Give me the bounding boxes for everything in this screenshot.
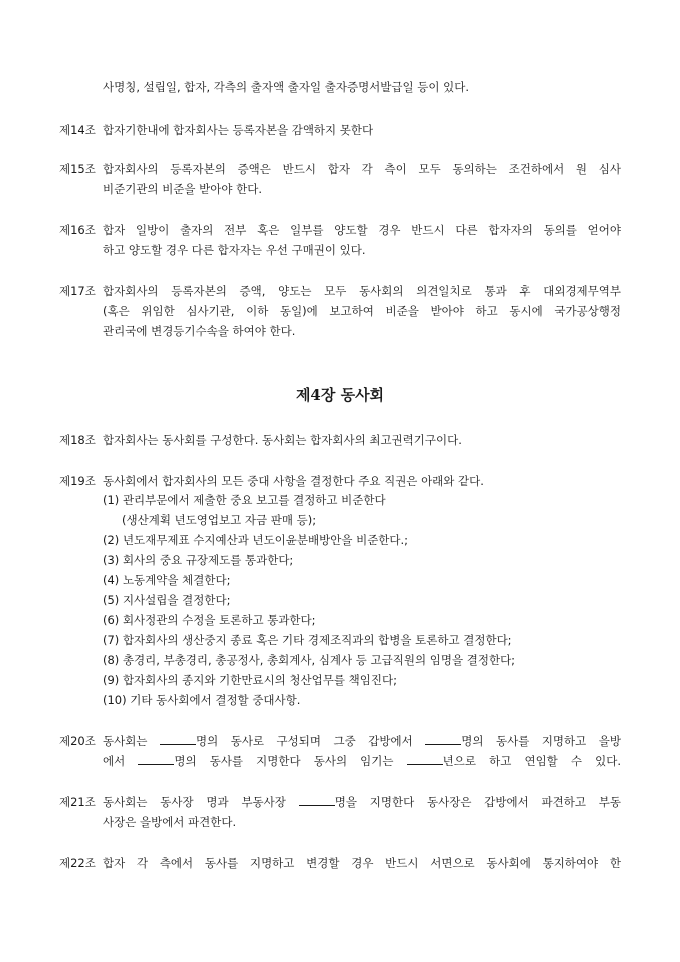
text-run: 명의 동사를 지명한다 동사의 임기는 (174, 754, 394, 768)
text-line: 사명칭, 설립일, 합자, 각측의 출자액 출자일 출자증명서발급일 등이 있다. (103, 80, 470, 94)
article-16-text: 합자 일방이 출자의 전부 혹은 일부를 양도할 경우 반드시 다른 합자자의 동의를 얻어야 (103, 223, 621, 237)
article-18-label: 제18조 (59, 433, 96, 447)
list-item: (10) 기타 동사회에서 결정할 중대사항. (103, 693, 301, 707)
article-22-text: 합자 각 측에서 동사를 지명하고 변경할 경우 반드시 서면으로 동사회에 통지하여야 한 (103, 856, 621, 870)
list-item: (8) 총경리, 부총경리, 총공정사, 총회계사, 심계사 등 고급직원의 임명을 결정한다; (103, 653, 516, 667)
list-item: (4) 노동계약을 체결한다; (103, 573, 231, 587)
blank-field (407, 753, 443, 765)
article-14-text: 합자기한내에 합자회사는 등록자본을 감액하지 못한다 (103, 123, 374, 137)
list-item: (생산계획 년도영업보고 자금 판매 등); (122, 513, 317, 527)
text-run: 명의 동사로 구성되며 그중 갑방에서 (195, 734, 413, 748)
article-16-text: 하고 양도할 경우 다른 합자자는 우선 구매권이 있다. (103, 243, 366, 257)
article-16-label: 제16조 (59, 223, 96, 237)
article-19-text: 동사회에서 합자회사의 모든 중대 사항을 결정한다 주요 직권은 아래와 같다. (103, 474, 484, 488)
article-17-text: (혹은 위임한 심사기관, 이하 동일)에 보고하여 비준을 받아야 하고 동시에 국가공상행정 (103, 304, 621, 318)
article-14-label: 제14조 (59, 123, 96, 137)
article-15-label: 제15조 (59, 162, 96, 176)
article-20-text (103, 733, 621, 749)
list-item: (7) 합자회사의 생산중지 종료 혹은 기타 경제조직과의 합병을 토론하고 결정한다; (103, 633, 512, 647)
article-17-text: 합자회사의 등록자본의 증액, 양도는 모두 동사회의 의견일치로 통과 후 대외경제무역부 (103, 284, 621, 298)
text-run: 동사회는 (103, 734, 148, 748)
article-21-text: 사장은 을방에서 파견한다. (103, 815, 237, 829)
list-item: (3) 회사의 중요 규장제도를 통과한다; (103, 553, 294, 567)
article-17-text: 관리국에 변경등기수속을 하여야 한다. (103, 324, 296, 338)
article-18-text: 합자회사는 동사회를 구성한다. 동사회는 합자회사의 최고권력기구이다. (103, 433, 462, 447)
article-20-label: 제20조 (59, 734, 96, 748)
list-item: (6) 회사정관의 수정을 토론하고 통과한다; (103, 613, 316, 627)
article-21-label: 제21조 (59, 795, 96, 809)
list-item: (5) 지사설립을 결정한다; (103, 593, 231, 607)
article-15-text: 비준기관의 비준을 받아야 한다. (103, 182, 263, 196)
blank-field (299, 794, 335, 806)
article-19-label: 제19조 (59, 474, 96, 488)
article-20-text (103, 753, 621, 769)
list-item: (9) 합자회사의 종지와 기한만료시의 청산업무를 책임진다; (103, 673, 397, 687)
text-run: 에서 (103, 754, 126, 768)
list-item: (2) 년도재무제표 수지예산과 년도이윤분배방안을 비준한다.; (103, 533, 409, 547)
article-17-label: 제17조 (59, 284, 96, 298)
blank-field (138, 753, 174, 765)
article-21-text (103, 794, 621, 810)
chapter-heading: 제4장 동사회 (295, 386, 385, 404)
list-item: (1) 관리부문에서 제출한 중요 보고를 결정하고 비준한다 (103, 493, 386, 507)
text-run: 명의 동사를 지명하고 을방 (461, 734, 622, 748)
text-run: 동사회는 동사장 명과 부동사장 (103, 795, 286, 809)
blank-field (160, 733, 196, 745)
text-run: 명을 지명한다 동사장은 갑방에서 파견하고 부동 (334, 795, 621, 809)
article-15-text: 합자회사의 등록자본의 증액은 반드시 합자 각 측이 모두 동의하는 조건하에서 원 심사 (103, 162, 621, 176)
blank-field (425, 733, 461, 745)
text-run: 년으로 하고 연임할 수 있다. (442, 754, 622, 768)
article-22-label: 제22조 (59, 856, 96, 870)
